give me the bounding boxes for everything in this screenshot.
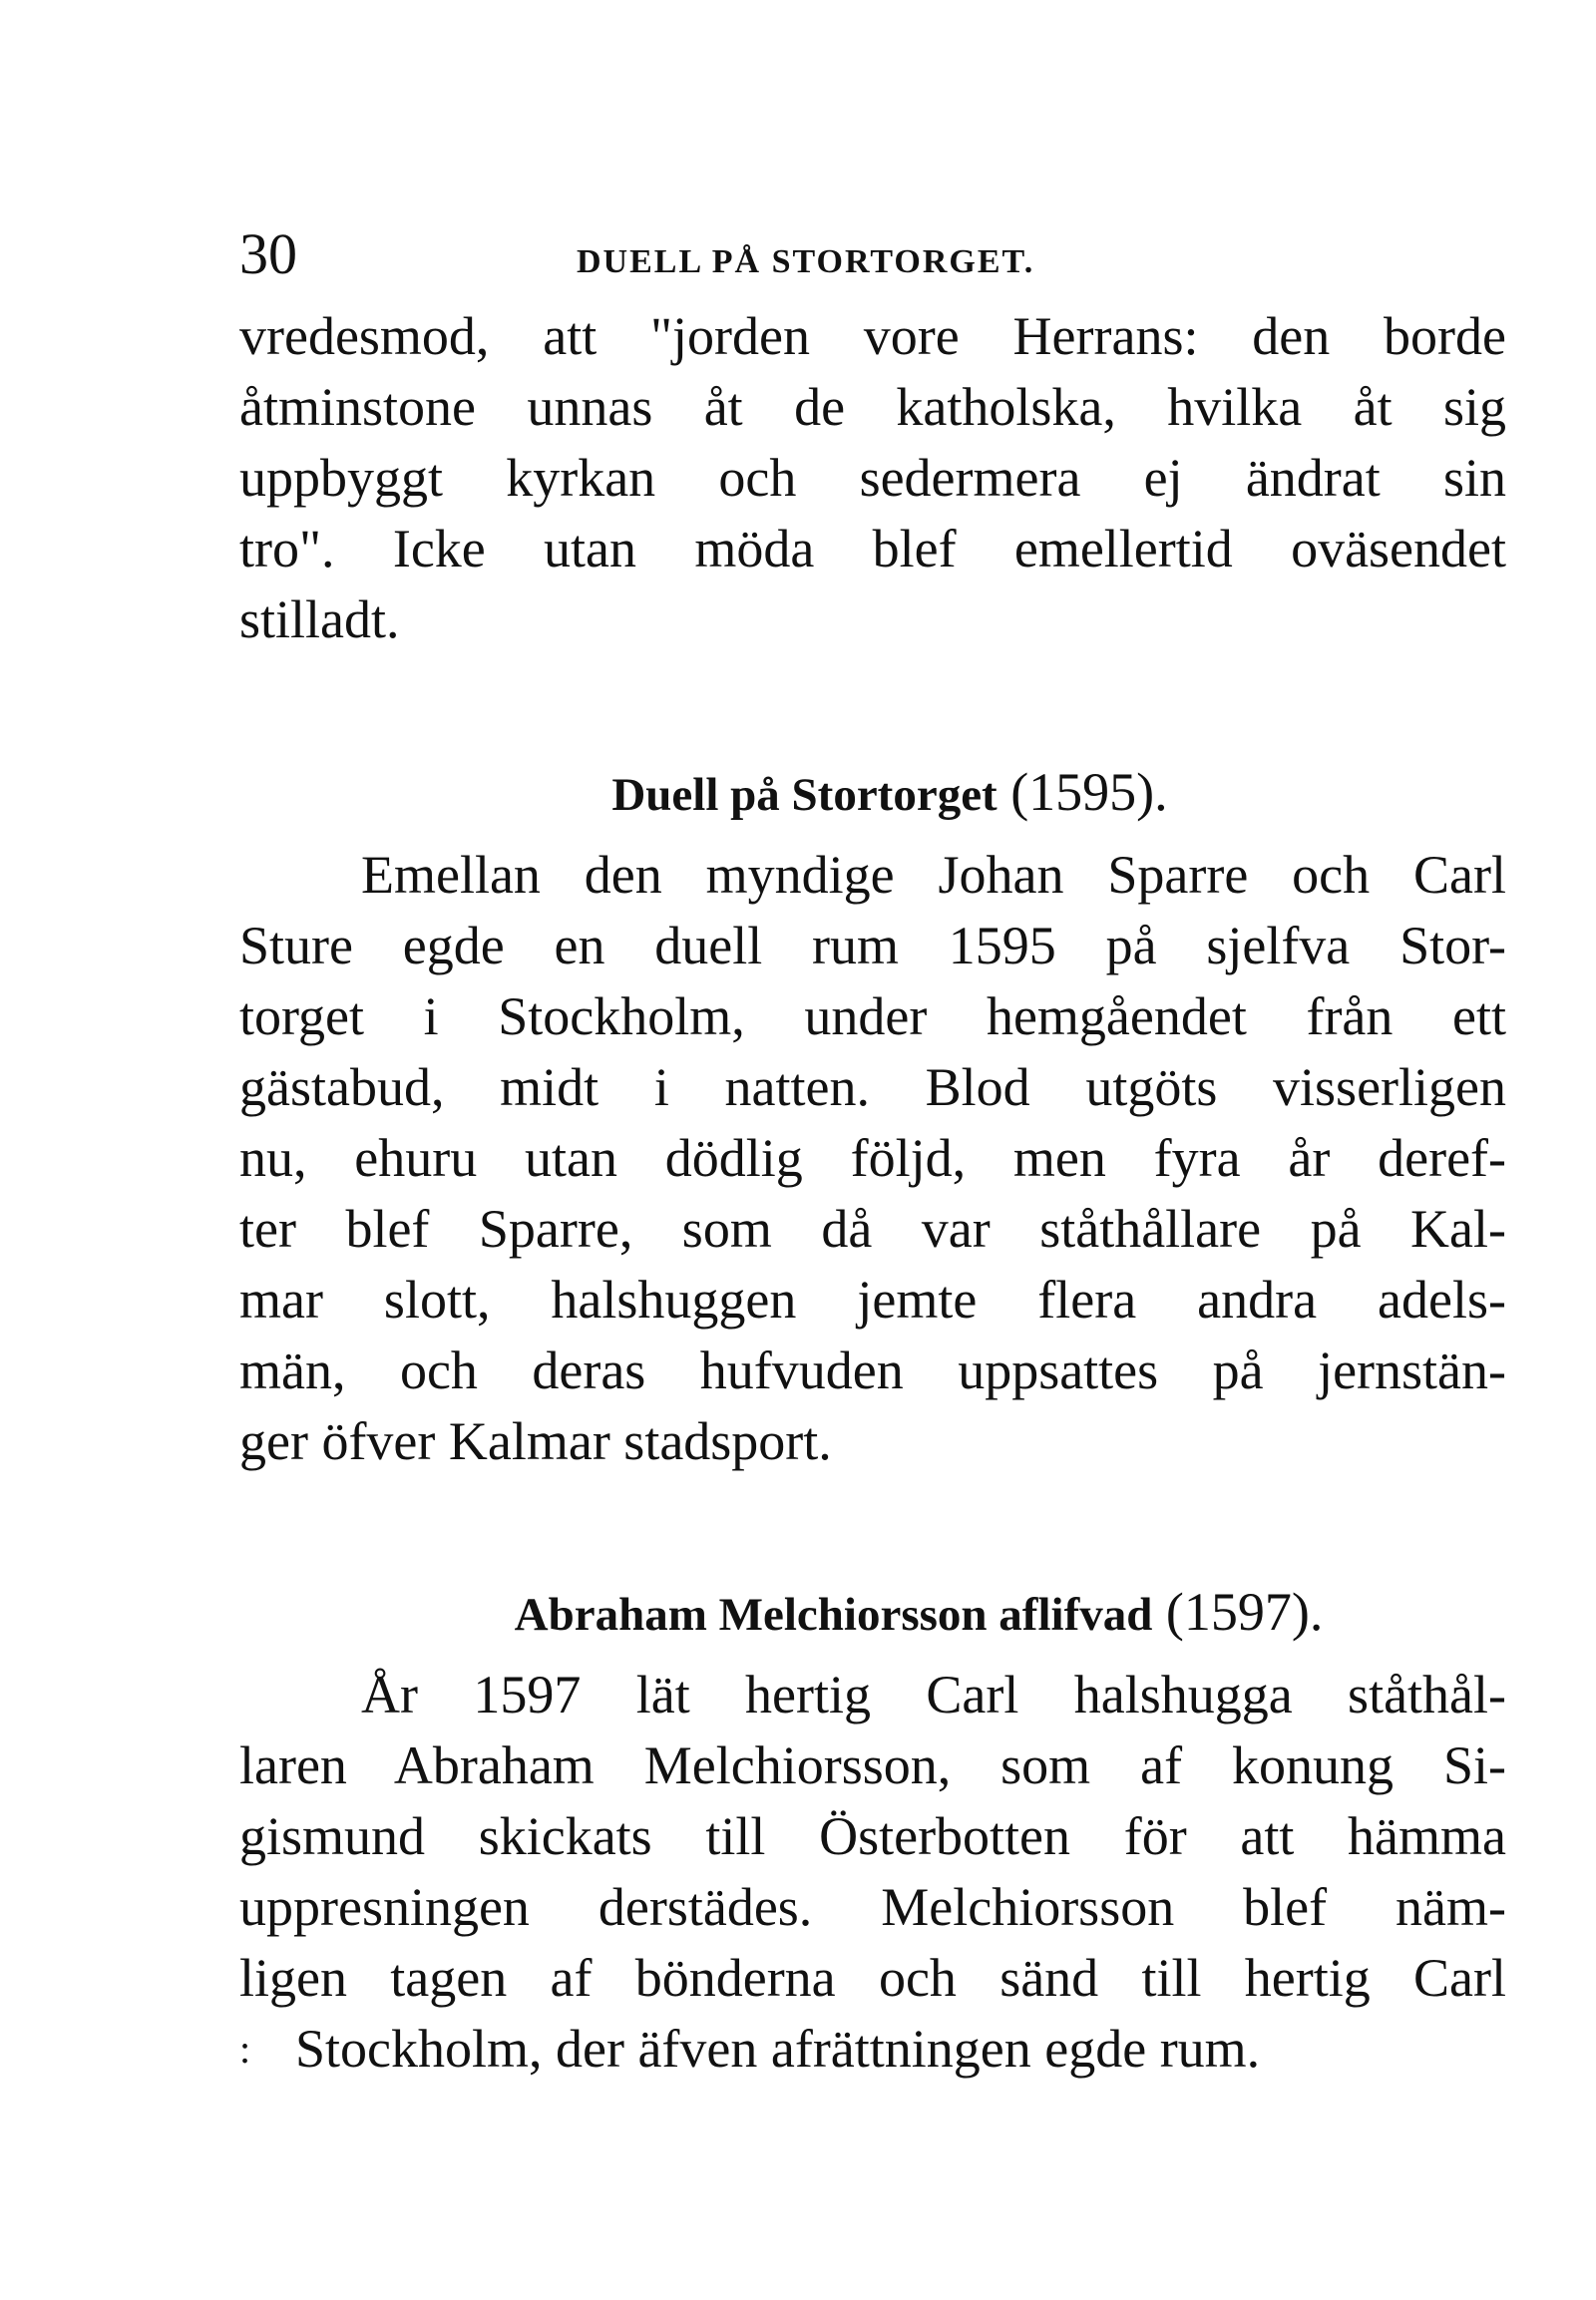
text-line: laren Abraham Melchiorsson, som af konung Si- bbox=[239, 1735, 1506, 1795]
text-line: ter blef Sparre, som då var ståthållare på Kal- bbox=[239, 1199, 1506, 1259]
text-line: uppresningen derstädes. Melchiorsson blef näm- bbox=[239, 1877, 1506, 1937]
text-line-final bbox=[239, 2014, 1506, 2085]
section-heading-title: Duell på Stortorget bbox=[611, 769, 998, 821]
text-line: åtminstone unnas åt de katholska, hvilka åt sig bbox=[239, 377, 1506, 437]
text-line: vredesmod, att "jorden vore Herrans: den borde bbox=[239, 306, 1506, 366]
text-line: stilladt. bbox=[239, 589, 400, 649]
duel-paragraph bbox=[239, 840, 1506, 1477]
running-title: DUELL PÅ STORTORGET. bbox=[577, 243, 1035, 280]
text-line: ger öfver Kalmar stadsport. bbox=[239, 1411, 832, 1471]
text-line: År 1597 lät hertig Carl halshugga ståthål- bbox=[361, 1665, 1506, 1725]
text-line: män, och deras hufvuden uppsattes på jernstän- bbox=[239, 1341, 1506, 1400]
section-heading-year: (1595). bbox=[1010, 762, 1168, 822]
text-line-final-content: Stockholm, der äfven afrättningen egde rum. bbox=[295, 2019, 1261, 2079]
text-line: gismund skickats till Österbotten för att hämma bbox=[239, 1806, 1506, 1866]
melchiorsson-paragraph bbox=[239, 1660, 1506, 2085]
intro-paragraph bbox=[239, 301, 1506, 655]
text-line: uppbyggt kyrkan och sedermera ej ändrat sin bbox=[239, 448, 1506, 508]
section-heading-title: Abraham Melchiorsson aflifvad bbox=[514, 1589, 1153, 1641]
margin-mark: : bbox=[239, 2027, 251, 2072]
text-line: ligen tagen af bönderna och sänd till hertig Carl bbox=[239, 1948, 1506, 2008]
text-line: torget i Stockholm, under hemgåendet från ett bbox=[239, 986, 1506, 1046]
book-page bbox=[239, 221, 1506, 2085]
section-heading-year: (1597). bbox=[1165, 1582, 1324, 1642]
section-heading-melchiorsson bbox=[239, 1577, 1506, 1648]
text-line: nu, ehuru utan dödlig följd, men fyra år deref- bbox=[239, 1128, 1506, 1188]
text-line: gästabud, midt i natten. Blod utgöts visserligen bbox=[239, 1057, 1506, 1117]
running-head bbox=[239, 221, 1506, 301]
section-heading-duel bbox=[239, 757, 1506, 828]
text-line: Emellan den myndige Johan Sparre och Carl bbox=[361, 845, 1506, 905]
text-line: Sture egde en duell rum 1595 på sjelfva Stor- bbox=[239, 916, 1506, 975]
text-line: tro". Icke utan möda blef emellertid oväsendet bbox=[239, 519, 1506, 578]
text-line: mar slott, halshuggen jemte flera andra adels- bbox=[239, 1270, 1506, 1330]
page-number: 30 bbox=[239, 221, 297, 286]
